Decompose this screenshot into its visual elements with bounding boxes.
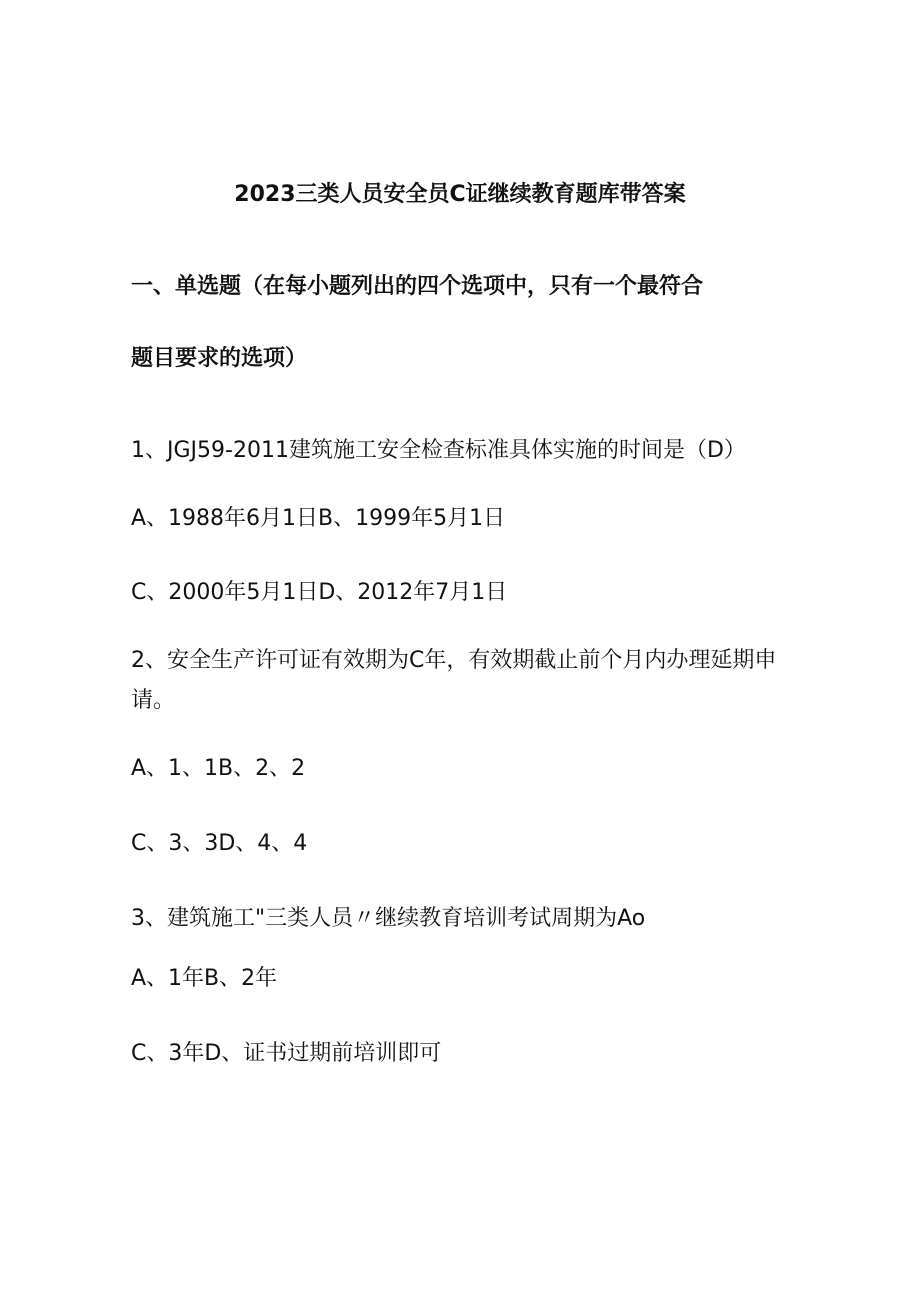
document-title: 2023三类人员安全员C证继续教育题库带答案 [234,182,686,207]
question-2-options-line1: A、1、1B、2、2 [131,756,306,781]
question-2-options-line2: C、3、3D、4、4 [131,831,308,856]
question-1-stem: 1、JGJ59-2011建筑施工安全检查标准具体实施的时间是（D） [131,438,746,463]
question-3-options-line1: A、1年B、2年 [131,966,278,991]
question-3-options-line2: C、3年D、证书过期前培训即可 [131,1041,442,1066]
question-2-stem-line1: 2、安全生产许可证有效期为C年，有效期截止前个月内办理延期申 [131,648,777,673]
question-2-stem-line2: 请。 [131,688,176,713]
section-heading-line2: 题目要求的选项） [131,346,308,371]
section-heading-line1: 一、单选题（在每小题列出的四个选项中，只有一个最符合 [131,274,704,299]
question-3-stem: 3、建筑施工"三类人员〃继续教育培训考试周期为Ao [131,906,646,931]
question-1-options-line2: C、2000年5月1日D、2012年7月1日 [131,580,508,605]
question-1-options-line1: A、1988年6月1日B、1999年5月1日 [131,506,506,531]
